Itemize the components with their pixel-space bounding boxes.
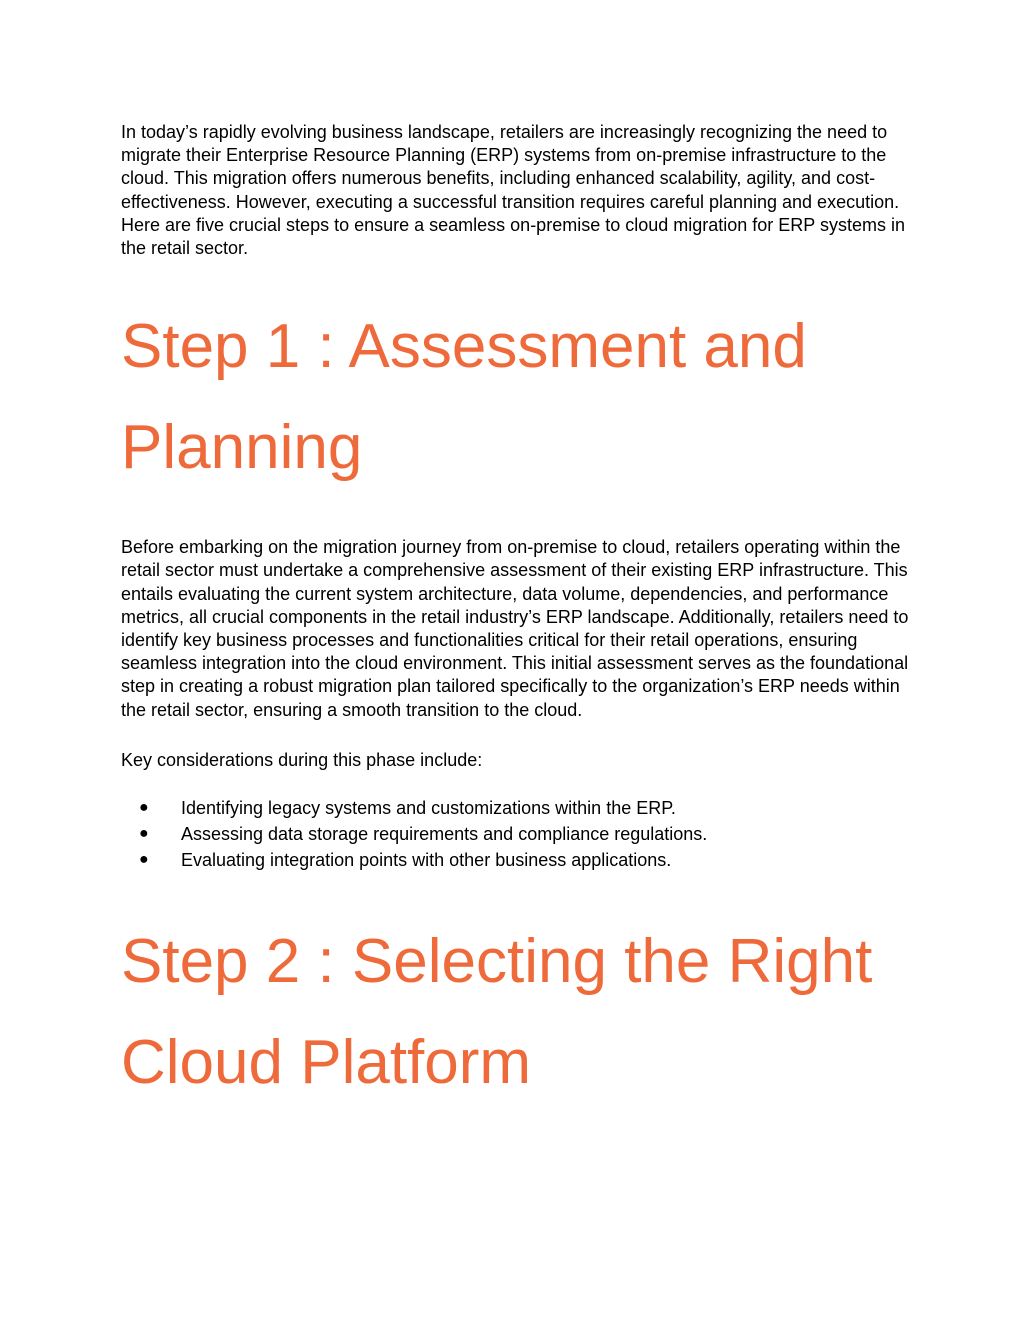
- list-item-text: Identifying legacy systems and customizations within the ERP.: [181, 798, 676, 819]
- page-content: [121, 121, 911, 1113]
- considerations-intro: Key considerations during this phase include:: [121, 749, 483, 770]
- bullet-icon: ●: [139, 799, 149, 817]
- bullet-icon: ●: [139, 825, 149, 843]
- bullet-icon: ●: [139, 851, 149, 869]
- list-item-text: Assessing data storage requirements and compliance regulations.: [181, 824, 708, 845]
- step-1-body-paragraph: Before embarking on the migration journey from on-premise to cloud, retailers operating within the retail sector must undertake a comprehensive assessment of their existing ERP infrastructure. This entails evaluating the current system architecture, data volume, dependencies, and performance metrics, all crucial components in the retail industry’s ERP landscape. Additionally, retailers need to identify key business processes and functionalities critical for their retail operations, ensuring seamless integration into the cloud environment. This initial assessment serves as the foundational step in creating a robust migration plan tailored specifically to the organization’s ERP needs within the retail sector, ensuring a smooth transition to the cloud.: [121, 537, 909, 720]
- considerations-list: [121, 795, 911, 873]
- list-item: [121, 821, 911, 847]
- step-1-heading: Step 1 : Assessment and Planning: [121, 312, 807, 483]
- intro-paragraph: In today’s rapidly evolving business landscape, retailers are increasingly recognizing the need to migrate their Enterprise Resource Planning (ERP) systems from on-premise infrastructure to the cloud. This migration offers numerous benefits, including enhanced scalability, agility, and cost-effectiveness. However, executing a successful transition requires careful planning and execution. Here are five crucial steps to ensure a seamless on-premise to cloud migration for ERP systems in the retail sector.: [121, 122, 905, 259]
- list-item-text: Evaluating integration points with other business applications.: [181, 850, 672, 871]
- list-item: [121, 847, 911, 873]
- step-2-heading: Step 2 : Selecting the Right Cloud Platform: [121, 927, 873, 1098]
- list-item: [121, 795, 911, 821]
